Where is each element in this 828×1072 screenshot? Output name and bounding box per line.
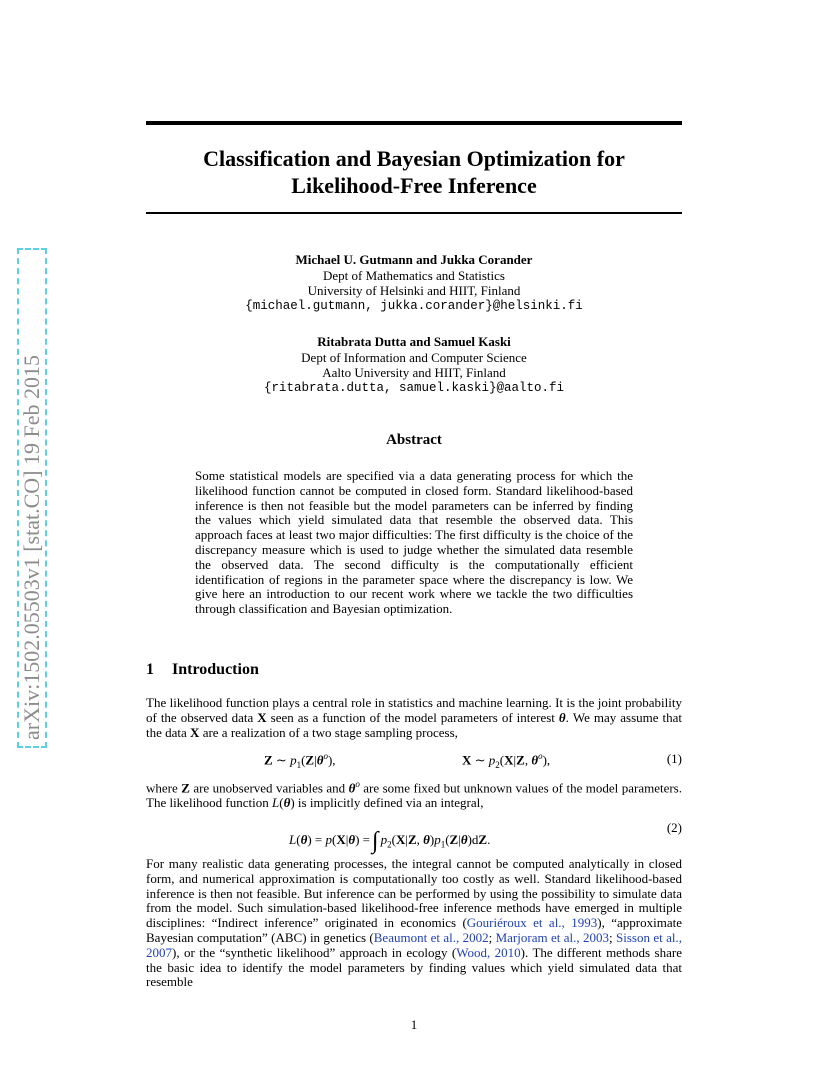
arxiv-stamp: arXiv:1502.05503v1 [stat.CO] 19 Feb 2015 (17, 248, 47, 748)
paragraph-1: The likelihood function plays a central role in statistics and machine learning. It is the joint probability of the observed data X seen as a function of the model parameters of interest θ. We may assume that the data X are a realization of a two stage sampling process, (146, 695, 682, 740)
author-names: Ritabrata Dutta and Samuel Kaski (317, 334, 511, 349)
citation-link[interactable]: Gouriéroux et al., 1993 (466, 915, 598, 931)
paper-title (146, 145, 682, 199)
section-heading (146, 661, 259, 679)
citation-link[interactable]: Marjoram et al., 2003 (495, 929, 609, 945)
citation-link[interactable]: Wood, 2010 (456, 944, 521, 960)
citation-link[interactable]: Sisson et al., 2007 (146, 929, 682, 960)
page-number: 1 (410, 1017, 418, 1032)
equation-2-body: L(θ) = p(X|θ) =∫ $p_2(X|Z$, $\theta)p_1(Z|\theta)dZ$. (289, 828, 491, 854)
author-affiliation: Aalto University and HIIT, Finland (322, 365, 506, 380)
author-block-2 (146, 334, 682, 396)
equation-1 (146, 751, 682, 771)
equation-1-left: Z ∼ $p_1(Z|\theta^o)$, (264, 751, 336, 770)
paragraph-2: where Z are unobserved variables and $\theta^o$ are some fixed but unknown values of the model parameters. The likelihood function L(θ) is implicitly defined via an integral, (146, 779, 682, 811)
title-line-2: Likelihood-Free Inference (291, 173, 537, 198)
citation-link[interactable]: Beaumont et al., 2002 (373, 929, 489, 945)
equation-1-right: X ∼ $p_2(X|Z$, $\theta^o$), (462, 751, 551, 770)
section-title: Introduction (172, 661, 259, 678)
author-dept: Dept of Information and Computer Science (301, 349, 527, 365)
abstract-text: Some statistical models are specified via a data generating process for which the likelihood function cannot be computed in closed form. Standard likelihood-based inference is then not feasible but the model parameters can be inferred by finding the values which yield simulated data that resemble the observed data. This approach faces at least two major difficulties: The first difficulty is the choice of the discrepancy measure which is used to judge whether the simulated data resemble the observed data. The second difficulty is the computationally efficient identification of regions in the parameter space where the discrepancy is low. We give here an introduction to our recent work where we tackle the two difficulties through classification and Bayesian optimization. (195, 468, 633, 617)
title-line-1: Classification and Bayesian Optimization for (203, 146, 625, 171)
equation-2 (146, 820, 682, 854)
author-affiliation: University of Helsinki and HIIT, Finland (307, 283, 521, 298)
author-email: {michael.gutmann, jukka.corander}@helsinki.fi (245, 298, 583, 313)
author-names: Michael U. Gutmann and Jukka Corander (295, 252, 533, 267)
paragraph-3: For many realistic data generating processes, the integral cannot be computed analytically in closed form, and numerical approximation is computationally too costly as well. Standard likelihood-based inference is then not feasible. But inference can be performed by using the possibility to simulate data from the model. Such simulation-based likelihood-free inference methods have emerged in multiple disciplines: “Indirect inference” originated in economics (Gouriéroux et al., 1993), “approximate Bayesian computation” (ABC) in genetics (Beaumont et al., 2002; Marjoram et al., 2003; Sisson et al., 2007), or the “synthetic likelihood” approach in ecology (Wood, 2010). The different methods share the basic idea to identify the model parameters by finding values which yield simulated data that resemble (146, 856, 682, 990)
author-email: {ritabrata.dutta, samuel.kaski}@aalto.fi (263, 380, 565, 395)
author-dept: Dept of Mathematics and Statistics (323, 267, 505, 283)
equation-1-number: (1) (666, 751, 682, 766)
title-rule-bottom (146, 212, 682, 214)
section-number: 1 (146, 661, 154, 678)
equation-2-number: (2) (666, 820, 682, 835)
integral-sign: ∫ (372, 828, 379, 854)
abstract-heading: Abstract (386, 432, 442, 448)
title-rule-top (146, 121, 682, 125)
author-block-1 (146, 252, 682, 314)
